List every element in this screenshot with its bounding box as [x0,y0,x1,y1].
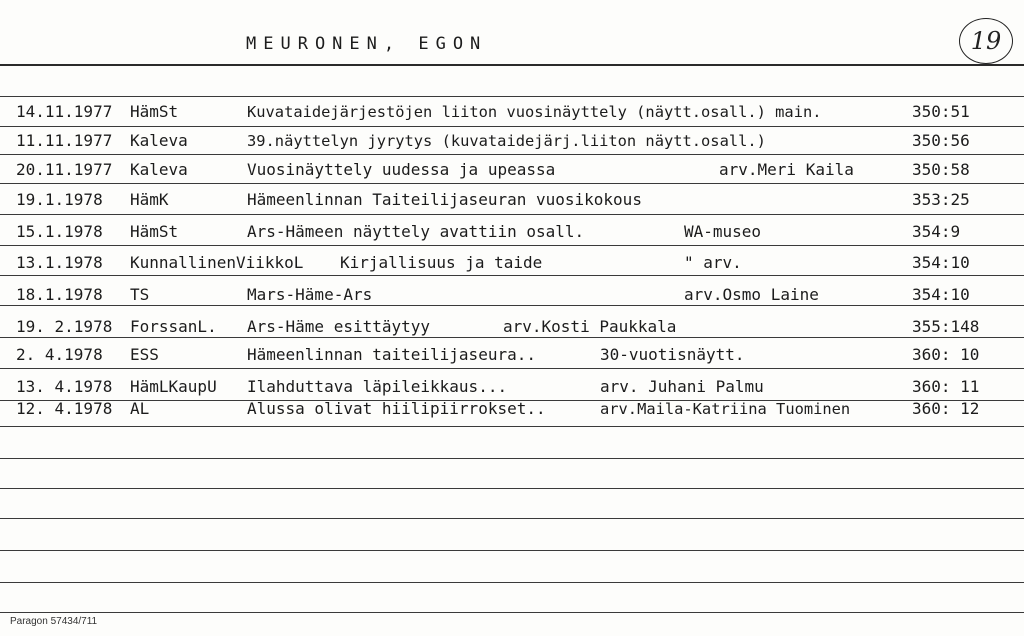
card-name-heading: MEURONEN, EGON [246,34,488,54]
ruled-line [0,96,1024,97]
entry-note: arv.Meri Kaila [719,160,854,179]
ruled-line [0,368,1024,369]
entry-reference: 360: 11 [912,377,980,396]
entry-date: 12. 4.1978 [16,399,113,418]
entry-description: Ars-Häme esittäytyy [247,317,431,336]
entry-source: Kaleva [130,160,188,179]
entry-description: Vuosinäyttely uudessa ja upeassa [247,160,556,179]
entry-source: Kaleva [130,131,188,150]
entry-source: HämSt [130,222,179,241]
entry-description: Mars-Häme-Ars [247,285,373,304]
entry-row [0,128,1024,154]
entry-reference: 353:25 [912,190,970,209]
ruled-line [0,612,1024,613]
entry-description: 39.näyttelyn jyrytys (kuvataidejärj.liiton näytt.osall.) [247,132,766,150]
entry-row [0,157,1024,183]
entry-source: KunnallinenViikkoL [130,253,304,272]
entry-reference: 360: 12 [912,399,980,418]
entry-description: Kuvataidejärjestöjen liiton vuosinäyttely (näytt.osall.) main. [247,103,822,121]
entry-note: arv.Maila-Katriina Tuominen [600,400,851,418]
entry-row [0,250,1024,276]
entry-source: ForssanL. [130,317,217,336]
ruled-line [0,518,1024,519]
entry-date: 19. 2.1978 [16,317,113,336]
entry-note: 30-vuotisnäytt. [600,345,745,364]
entry-row [0,342,1024,368]
entry-reference: 350:51 [912,102,970,121]
entry-description: Ilahduttava läpileikkaus... [247,377,508,396]
ruled-line [0,458,1024,459]
entry-reference: 350:58 [912,160,970,179]
entry-date: 18.1.1978 [16,285,103,304]
entry-date: 19.1.1978 [16,190,103,209]
entry-reference: 354:10 [912,285,970,304]
entry-reference: 354:9 [912,222,961,241]
entry-source: HämK [130,190,169,209]
ruled-line [0,426,1024,427]
entry-reference: 350:56 [912,131,970,150]
ruled-line [0,245,1024,246]
ruled-line [0,550,1024,551]
entry-date: 15.1.1978 [16,222,103,241]
ruled-line [0,183,1024,184]
entry-reference: 354:10 [912,253,970,272]
entry-source: HämLKaupU [130,377,217,396]
entry-row [0,187,1024,213]
entry-note: arv. Juhani Palmu [600,377,764,396]
entry-date: 13.1.1978 [16,253,103,272]
entry-date: 14.11.1977 [16,102,113,121]
entry-date: 11.11.1977 [16,131,113,150]
card-footer-print: Paragon 57434/711 [10,616,98,627]
card-number-circle: 19 [959,18,1013,64]
entry-note: arv.Osmo Laine [684,285,819,304]
entry-source: ESS [130,345,159,364]
entry-source: TS [130,285,150,304]
ruled-line [0,214,1024,215]
entry-source: HämSt [130,102,179,121]
ruled-line [0,582,1024,583]
entry-row [0,219,1024,245]
entry-source: AL [130,399,150,418]
entry-description: Hämeenlinnan taiteilijaseura.. [247,345,536,364]
entry-row [0,282,1024,308]
entry-date: 13. 4.1978 [16,377,113,396]
entry-note: " arv. [684,253,742,272]
entry-reference: 360: 10 [912,345,980,364]
entry-row [0,314,1024,340]
ruled-line [0,154,1024,155]
entry-description: Alussa olivat hiilipiirrokset.. [247,399,546,418]
entry-reference: 355:148 [912,317,980,336]
entry-note: arv.Kosti Paukkala [503,317,677,336]
entry-description: Kirjallisuus ja taide [340,253,543,272]
entry-date: 20.11.1977 [16,160,113,179]
entry-row [0,99,1024,125]
ruled-line [0,488,1024,489]
entry-row [0,396,1024,422]
entry-description: Ars-Hämeen näyttely avattiin osall. [247,222,585,241]
entry-note: WA-museo [684,222,762,241]
ruled-line [0,64,1024,66]
ruled-line [0,126,1024,127]
entry-description: Hämeenlinnan Taiteilijaseuran vuosikokous [247,190,642,209]
entry-date: 2. 4.1978 [16,345,103,364]
